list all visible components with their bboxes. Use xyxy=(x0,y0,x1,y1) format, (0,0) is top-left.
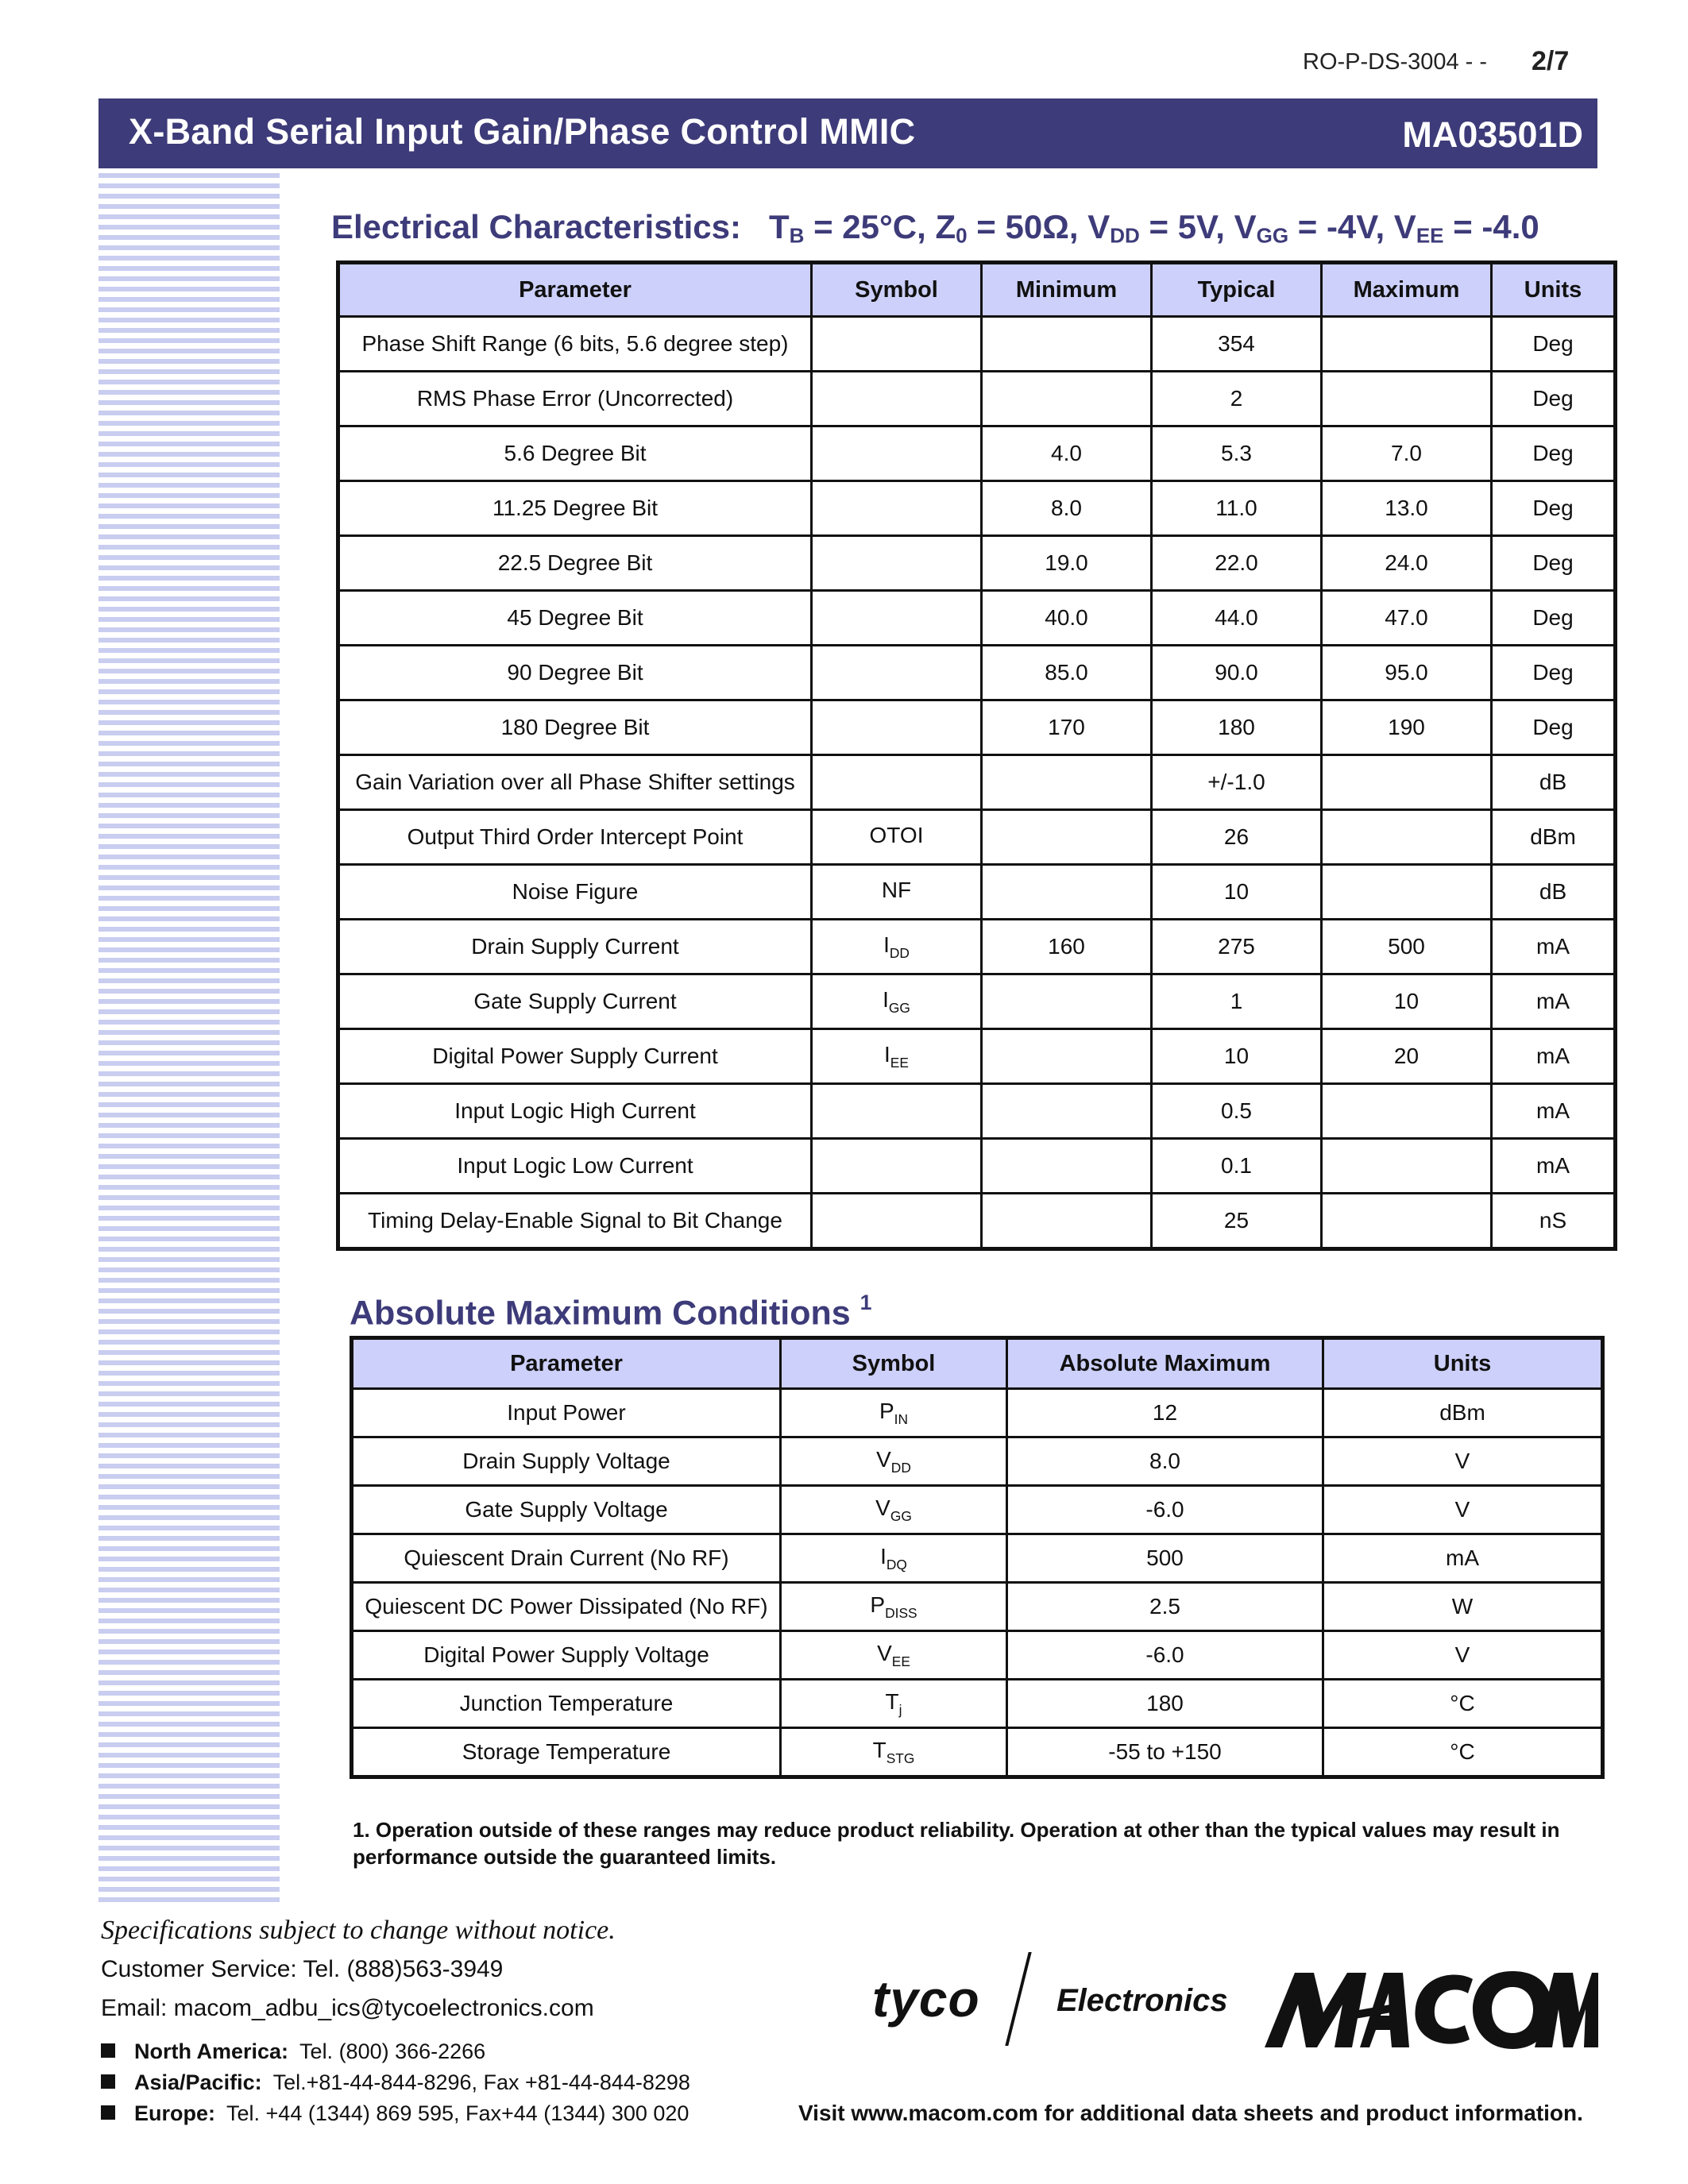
table-row xyxy=(338,810,1616,865)
table-row xyxy=(338,372,1616,426)
cell-parameter: Timing Delay-Enable Signal to Bit Change xyxy=(338,1194,812,1249)
cell-symbol xyxy=(781,1389,1007,1437)
cell-symbol xyxy=(812,317,982,372)
absolute-maximum-heading xyxy=(350,1291,871,1333)
symbol-text: I xyxy=(883,986,889,1012)
cell-typical: 2 xyxy=(1152,372,1322,426)
cell-units: Deg xyxy=(1492,317,1616,372)
cell-maximum: 13.0 xyxy=(1322,481,1492,536)
cell-typical: 0.1 xyxy=(1152,1139,1322,1194)
table-row xyxy=(338,536,1616,591)
symbol-text: I xyxy=(884,1041,890,1067)
cell-symbol xyxy=(812,1194,982,1249)
cell-symbol xyxy=(812,536,982,591)
cond-vgg-val: = -4V, xyxy=(1288,208,1394,245)
cell-symbol xyxy=(781,1631,1007,1680)
cell-parameter: Gate Supply Current xyxy=(338,974,812,1029)
cell-typical: 180 xyxy=(1152,700,1322,755)
cond-vee: V xyxy=(1393,208,1416,245)
footnote: 1. Operation outside of these ranges may reduce product reliability. Operation at other than the typical values may result in performance outside the guaranteed limits. xyxy=(353,1818,1560,1869)
cell-absolute-maximum: -6.0 xyxy=(1007,1631,1323,1680)
cell-symbol xyxy=(781,1486,1007,1534)
macom-logo-icon xyxy=(1265,1963,1598,2057)
cell-minimum: 8.0 xyxy=(982,481,1152,536)
region-name: Europe: xyxy=(134,2101,216,2125)
cell-units: dB xyxy=(1492,865,1616,920)
table-row xyxy=(338,1029,1616,1084)
cell-units: mA xyxy=(1492,1084,1616,1139)
symbol-subscript: EE xyxy=(891,1653,910,1669)
cell-symbol xyxy=(781,1583,1007,1631)
table-row xyxy=(352,1437,1603,1486)
table-row xyxy=(338,974,1616,1029)
cell-minimum xyxy=(982,317,1152,372)
page-number: 2/7 xyxy=(1532,46,1570,76)
cell-symbol xyxy=(812,1084,982,1139)
cell-parameter: Storage Temperature xyxy=(352,1728,781,1777)
cond-t-val: = 25°C, xyxy=(804,208,936,245)
symbol-subscript: STG xyxy=(886,1750,915,1766)
symbol-text: T xyxy=(872,1737,886,1762)
cell-symbol xyxy=(781,1680,1007,1728)
cell-symbol xyxy=(812,481,982,536)
cell-units: Deg xyxy=(1492,372,1616,426)
cell-maximum xyxy=(1322,810,1492,865)
cell-units: nS xyxy=(1492,1194,1616,1249)
cell-absolute-maximum: -6.0 xyxy=(1007,1486,1323,1534)
customer-service: Customer Service: Tel. (888)563-3949 xyxy=(101,1956,504,1982)
cell-symbol xyxy=(781,1437,1007,1486)
cell-maximum: 47.0 xyxy=(1322,591,1492,646)
cell-typical: +/-1.0 xyxy=(1152,755,1322,810)
region-europe xyxy=(101,2101,689,2126)
cell-units: dB xyxy=(1492,755,1616,810)
region-contact: Tel. +44 (1344) 869 595, Fax+44 (1344) 300 020 xyxy=(226,2101,689,2125)
table-row xyxy=(338,426,1616,481)
cond-vgg-sub: GG xyxy=(1256,223,1289,248)
symbol-text: V xyxy=(875,1495,890,1520)
cell-parameter: Input Logic Low Current xyxy=(338,1139,812,1194)
cell-units: Deg xyxy=(1492,536,1616,591)
cell-parameter: 11.25 Degree Bit xyxy=(338,481,812,536)
symbol-subscript: DD xyxy=(889,944,910,961)
cell-minimum xyxy=(982,1139,1152,1194)
cell-minimum xyxy=(982,974,1152,1029)
cell-maximum: 95.0 xyxy=(1322,646,1492,700)
cell-parameter: 180 Degree Bit xyxy=(338,700,812,755)
cell-maximum xyxy=(1322,865,1492,920)
logo-divider xyxy=(1005,1952,1031,2046)
electrical-characteristics-heading xyxy=(331,208,1539,249)
cell-maximum xyxy=(1322,372,1492,426)
cell-maximum: 190 xyxy=(1322,700,1492,755)
absolute-maximum-title: Absolute Maximum Conditions xyxy=(350,1294,851,1333)
decorative-stripes xyxy=(98,173,280,1904)
cell-typical: 0.5 xyxy=(1152,1084,1322,1139)
cell-units: mA xyxy=(1323,1534,1603,1583)
table-row xyxy=(338,865,1616,920)
column-header: Symbol xyxy=(781,1338,1007,1389)
region-contact: Tel. (800) 366-2266 xyxy=(299,2039,486,2063)
cell-parameter: 5.6 Degree Bit xyxy=(338,426,812,481)
cell-typical: 354 xyxy=(1152,317,1322,372)
cond-t: T xyxy=(768,208,790,245)
cell-units: dBm xyxy=(1323,1389,1603,1437)
website-notice: Visit www.macom.com for additional data sheets and product information. xyxy=(798,2101,1583,2125)
absolute-maximum-table xyxy=(350,1336,1605,1779)
symbol-text: V xyxy=(877,1640,892,1665)
cell-typical: 90.0 xyxy=(1152,646,1322,700)
electronics-logo-text: Electronics xyxy=(1056,1983,1228,2018)
cell-parameter: 90 Degree Bit xyxy=(338,646,812,700)
table-row xyxy=(352,1486,1603,1534)
table-row xyxy=(352,1631,1603,1680)
bullet-square-icon xyxy=(101,2043,115,2058)
cell-parameter: Noise Figure xyxy=(338,865,812,920)
cell-units: Deg xyxy=(1492,481,1616,536)
cond-vee-val: = -4.0 xyxy=(1443,208,1539,245)
cell-typical: 25 xyxy=(1152,1194,1322,1249)
cond-z: Z xyxy=(935,208,956,245)
symbol-text: NF xyxy=(881,877,912,902)
cell-parameter: Digital Power Supply Current xyxy=(338,1029,812,1084)
cell-parameter: Input Power xyxy=(352,1389,781,1437)
cell-minimum: 4.0 xyxy=(982,426,1152,481)
bullet-square-icon xyxy=(101,2105,115,2120)
cell-maximum xyxy=(1322,317,1492,372)
cell-typical: 22.0 xyxy=(1152,536,1322,591)
symbol-text: I xyxy=(883,932,890,957)
cell-maximum xyxy=(1322,1084,1492,1139)
cell-minimum xyxy=(982,1029,1152,1084)
cell-symbol xyxy=(812,1029,982,1084)
cell-units: mA xyxy=(1492,1029,1616,1084)
cell-maximum: 20 xyxy=(1322,1029,1492,1084)
cell-absolute-maximum: -55 to +150 xyxy=(1007,1728,1323,1777)
cell-units: Deg xyxy=(1492,700,1616,755)
cell-minimum: 160 xyxy=(982,920,1152,974)
cell-symbol xyxy=(812,865,982,920)
cell-parameter: 45 Degree Bit xyxy=(338,591,812,646)
cell-maximum xyxy=(1322,1139,1492,1194)
cell-units: V xyxy=(1323,1437,1603,1486)
symbol-subscript: IN xyxy=(894,1410,909,1427)
title-bar xyxy=(98,98,1597,168)
cell-minimum xyxy=(982,372,1152,426)
tyco-logo: tyco xyxy=(872,1970,980,2028)
symbol-text: V xyxy=(876,1446,891,1472)
cell-parameter: Phase Shift Range (6 bits, 5.6 degree step) xyxy=(338,317,812,372)
cell-units: Deg xyxy=(1492,646,1616,700)
table-row xyxy=(338,591,1616,646)
cell-minimum: 85.0 xyxy=(982,646,1152,700)
symbol-text: I xyxy=(880,1543,886,1569)
cell-symbol xyxy=(812,426,982,481)
cell-maximum xyxy=(1322,755,1492,810)
column-header: Parameter xyxy=(338,263,812,317)
cell-units: mA xyxy=(1492,920,1616,974)
cell-absolute-maximum: 12 xyxy=(1007,1389,1323,1437)
cell-units: V xyxy=(1323,1631,1603,1680)
cond-vgg: V xyxy=(1234,208,1257,245)
cond-vdd: V xyxy=(1087,208,1111,245)
table-row xyxy=(338,1084,1616,1139)
region-name: North America: xyxy=(134,2039,289,2063)
symbol-text: P xyxy=(870,1592,886,1617)
table-row xyxy=(352,1728,1603,1777)
symbol-subscript: DD xyxy=(890,1459,911,1476)
region-contact: Tel.+81-44-844-8296, Fax +81-44-844-8298 xyxy=(272,2070,690,2094)
cell-symbol xyxy=(812,810,982,865)
cell-parameter: Input Logic High Current xyxy=(338,1084,812,1139)
column-header: Minimum xyxy=(982,263,1152,317)
cond-z-val: = 50Ω, xyxy=(967,208,1088,245)
cell-parameter: Digital Power Supply Voltage xyxy=(352,1631,781,1680)
symbol-subscript: GG xyxy=(888,999,910,1016)
cond-vdd-val: = 5V, xyxy=(1139,208,1234,245)
cell-maximum: 7.0 xyxy=(1322,426,1492,481)
cell-maximum: 500 xyxy=(1322,920,1492,974)
cell-minimum xyxy=(982,755,1152,810)
macom-logo-text: M/A-COM xyxy=(1265,1963,1269,1964)
cell-minimum xyxy=(982,1084,1152,1139)
table-row xyxy=(338,755,1616,810)
heading-prefix: Electrical Characteristics: xyxy=(331,208,741,245)
cell-symbol xyxy=(781,1728,1007,1777)
electrical-characteristics-table xyxy=(336,260,1617,1251)
symbol-subscript: GG xyxy=(890,1507,912,1524)
cell-maximum xyxy=(1322,1194,1492,1249)
column-header: Typical xyxy=(1152,263,1322,317)
cell-symbol xyxy=(812,755,982,810)
column-header: Units xyxy=(1492,263,1616,317)
cell-units: V xyxy=(1323,1486,1603,1534)
cond-z-sub: 0 xyxy=(956,223,968,248)
cell-parameter: RMS Phase Error (Uncorrected) xyxy=(338,372,812,426)
cell-typical: 275 xyxy=(1152,920,1322,974)
cell-symbol xyxy=(812,372,982,426)
cell-maximum: 24.0 xyxy=(1322,536,1492,591)
symbol-subscript: DQ xyxy=(886,1556,907,1572)
specifications-notice: Specifications subject to change without notice. xyxy=(101,1916,616,1945)
cell-typical: 10 xyxy=(1152,865,1322,920)
cell-units: mA xyxy=(1492,974,1616,1029)
cell-typical: 44.0 xyxy=(1152,591,1322,646)
table-row xyxy=(338,317,1616,372)
cell-maximum: 10 xyxy=(1322,974,1492,1029)
cell-parameter: Gate Supply Voltage xyxy=(352,1486,781,1534)
column-header: Units xyxy=(1323,1338,1603,1389)
table-row xyxy=(338,1139,1616,1194)
symbol-subscript: j xyxy=(898,1701,902,1718)
region-name: Asia/Pacific: xyxy=(134,2070,262,2094)
column-header: Maximum xyxy=(1322,263,1492,317)
cond-vee-sub: EE xyxy=(1416,223,1444,248)
cell-symbol xyxy=(812,920,982,974)
region-north-america xyxy=(101,2039,485,2064)
table-row xyxy=(338,646,1616,700)
cell-parameter: Drain Supply Voltage xyxy=(352,1437,781,1486)
cell-absolute-maximum: 2.5 xyxy=(1007,1583,1323,1631)
cell-parameter: Junction Temperature xyxy=(352,1680,781,1728)
cell-minimum: 19.0 xyxy=(982,536,1152,591)
document-title: X-Band Serial Input Gain/Phase Control MMIC xyxy=(129,111,916,152)
table-row xyxy=(338,481,1616,536)
cell-absolute-maximum: 180 xyxy=(1007,1680,1323,1728)
column-header: Symbol xyxy=(812,263,982,317)
cell-typical: 5.3 xyxy=(1152,426,1322,481)
cell-minimum xyxy=(982,1194,1152,1249)
cell-parameter: Gain Variation over all Phase Shifter settings xyxy=(338,755,812,810)
symbol-text: T xyxy=(885,1688,899,1714)
cell-minimum: 40.0 xyxy=(982,591,1152,646)
part-number: MA03501D xyxy=(1402,114,1583,155)
table-row xyxy=(352,1583,1603,1631)
cell-parameter: Drain Supply Current xyxy=(338,920,812,974)
table-row xyxy=(352,1534,1603,1583)
cell-symbol xyxy=(812,591,982,646)
cell-parameter: 22.5 Degree Bit xyxy=(338,536,812,591)
cell-symbol xyxy=(812,700,982,755)
cond-vdd-sub: DD xyxy=(1110,223,1140,248)
table-row xyxy=(338,1194,1616,1249)
symbol-subscript: EE xyxy=(890,1054,909,1071)
bullet-square-icon xyxy=(101,2074,115,2089)
region-asia-pacific xyxy=(101,2070,690,2095)
table-row xyxy=(338,920,1616,974)
cell-symbol xyxy=(812,646,982,700)
cell-typical: 1 xyxy=(1152,974,1322,1029)
cell-units: °C xyxy=(1323,1680,1603,1728)
cell-typical: 10 xyxy=(1152,1029,1322,1084)
cell-minimum xyxy=(982,810,1152,865)
cell-units: Deg xyxy=(1492,426,1616,481)
email-contact: Email: macom_adbu_ics@tycoelectronics.com xyxy=(101,1995,594,2021)
cell-parameter: Quiescent DC Power Dissipated (No RF) xyxy=(352,1583,781,1631)
cell-absolute-maximum: 500 xyxy=(1007,1534,1323,1583)
cell-symbol xyxy=(812,974,982,1029)
document-reference: RO-P-DS-3004 - - xyxy=(1303,49,1488,75)
cell-units: mA xyxy=(1492,1139,1616,1194)
cell-minimum: 170 xyxy=(982,700,1152,755)
symbol-subscript: DISS xyxy=(885,1604,917,1621)
cell-parameter: Quiescent Drain Current (No RF) xyxy=(352,1534,781,1583)
cell-units: Deg xyxy=(1492,591,1616,646)
cell-symbol xyxy=(781,1534,1007,1583)
symbol-text: P xyxy=(879,1398,894,1423)
cell-minimum xyxy=(982,865,1152,920)
table-row xyxy=(352,1389,1603,1437)
cell-units: W xyxy=(1323,1583,1603,1631)
table-row xyxy=(352,1680,1603,1728)
cell-parameter: Output Third Order Intercept Point xyxy=(338,810,812,865)
cell-typical: 26 xyxy=(1152,810,1322,865)
column-header: Absolute Maximum xyxy=(1007,1338,1323,1389)
cond-t-sub: B xyxy=(789,223,805,248)
cell-absolute-maximum: 8.0 xyxy=(1007,1437,1323,1486)
symbol-text: OTOI xyxy=(869,822,924,847)
cell-units: °C xyxy=(1323,1728,1603,1777)
table-header-row xyxy=(338,263,1616,317)
column-header: Parameter xyxy=(352,1338,781,1389)
cell-typical: 11.0 xyxy=(1152,481,1322,536)
table-row xyxy=(338,700,1616,755)
footnote-marker: 1 xyxy=(859,1291,872,1314)
cell-units: dBm xyxy=(1492,810,1616,865)
table-header-row xyxy=(352,1338,1603,1389)
cell-symbol xyxy=(812,1139,982,1194)
